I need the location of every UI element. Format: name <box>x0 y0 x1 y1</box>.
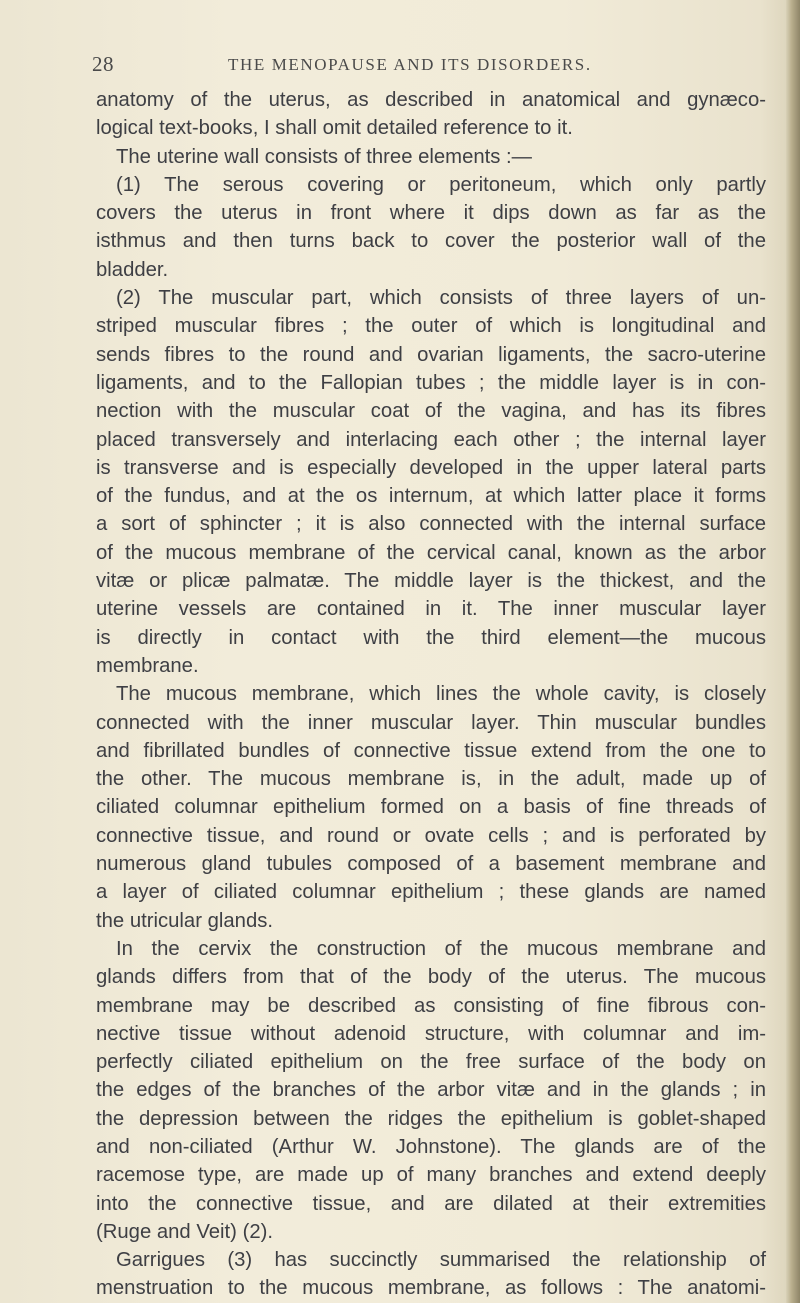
text-line: sends fibres to the round and ovarian ligaments, the sacro-uterine <box>96 343 766 366</box>
text-line: and non-ciliated (Arthur W. Johnstone). The glands are of the <box>96 1135 766 1158</box>
text-line: (1) The serous covering or peritoneum, which only partly <box>116 173 766 196</box>
text-line: bladder. <box>96 258 169 281</box>
text-line: connective tissue, and round or ovate cells ; and is perforated by <box>96 824 766 847</box>
text-line: racemose type, are made up of many branches and extend deeply <box>96 1164 766 1187</box>
text-line: anatomy of the uterus, as described in anatomical and gynæco- <box>96 89 766 111</box>
text-line: of the mucous membrane of the cervical canal, known as the arbor <box>96 541 766 564</box>
text-line: membrane. <box>96 654 199 677</box>
text-line: of the fundus, and at the os internum, at which latter place it forms <box>96 485 766 508</box>
running-head: THE MENOPAUSE AND ITS DISORDERS. <box>228 55 592 74</box>
text-line: logical text-books, I shall omit detailed reference to it. <box>96 117 573 140</box>
text-line: a sort of sphincter ; it is also connected with the internal surface <box>96 513 766 536</box>
text-line: the edges of the branches of the arbor vitæ and in the glands ; in <box>96 1079 766 1102</box>
text-line: perfectly ciliated epithelium on the free surface of the body on <box>96 1051 766 1074</box>
text-line: striped muscular fibres ; the outer of which is longitudinal and <box>96 315 766 338</box>
text-line: a layer of ciliated columnar epithelium ; these glands are named <box>96 881 766 904</box>
text-line: and fibrillated bundles of connective tissue extend from the one to <box>96 739 766 762</box>
text-line: ciliated columnar epithelium formed on a basis of fine threads of <box>96 796 766 819</box>
text-line: isthmus and then turns back to cover the posterior wall of the <box>96 230 766 253</box>
text-line: vitæ or plicæ palmatæ. The middle layer is the thickest, and the <box>96 570 766 593</box>
page-number: 28 <box>92 52 114 76</box>
text-line: ligaments, and to the Fallopian tubes ; the middle layer is in con- <box>96 371 766 394</box>
text-line: the depression between the ridges the epithelium is goblet-shaped <box>96 1107 766 1130</box>
text-line: the other. The mucous membrane is, in the adult, made up of <box>96 768 766 791</box>
text-line: numerous gland tubules composed of a basement membrane and <box>96 853 766 876</box>
text-line: into the connective tissue, and are dilated at their extremities <box>96 1192 766 1215</box>
body-text <box>96 86 766 1303</box>
text-line: is transverse and is especially developed in the upper lateral parts <box>96 456 766 479</box>
page-binding-edge <box>786 0 800 1303</box>
text-line: The mucous membrane, which lines the whole cavity, is closely <box>116 683 766 706</box>
text-line: Garrigues (3) has succinctly summarised the relationship of <box>116 1249 766 1272</box>
text-line: In the cervix the construction of the mucous membrane and <box>116 937 766 960</box>
text-line: (Ruge and Veit) (2). <box>96 1220 273 1243</box>
text-line: connected with the inner muscular layer. Thin muscular bundles <box>96 711 766 734</box>
text-line: covers the uterus in front where it dips down as far as the <box>96 202 766 225</box>
text-line: nection with the muscular coat of the vagina, and has its fibres <box>96 400 766 423</box>
text-line: menstruation to the mucous membrane, as follows : The anatomi- <box>96 1277 766 1300</box>
text-line: glands differs from that of the body of the uterus. The mucous <box>96 966 766 989</box>
text-line: uterine vessels are contained in it. The inner muscular layer <box>96 598 766 621</box>
text-line: The uterine wall consists of three elements :— <box>116 145 532 168</box>
text-line: the utricular glands. <box>96 909 273 932</box>
text-line: placed transversely and interlacing each other ; the internal layer <box>96 428 766 451</box>
text-line: membrane may be described as consisting of fine fibrous con- <box>96 994 766 1017</box>
page-header <box>0 52 800 82</box>
text-line: nective tissue without adenoid structure, with columnar and im- <box>96 1022 766 1045</box>
text-line: (2) The muscular part, which consists of three layers of un- <box>116 287 766 310</box>
text-line: is directly in contact with the third element—the mucous <box>96 626 766 649</box>
